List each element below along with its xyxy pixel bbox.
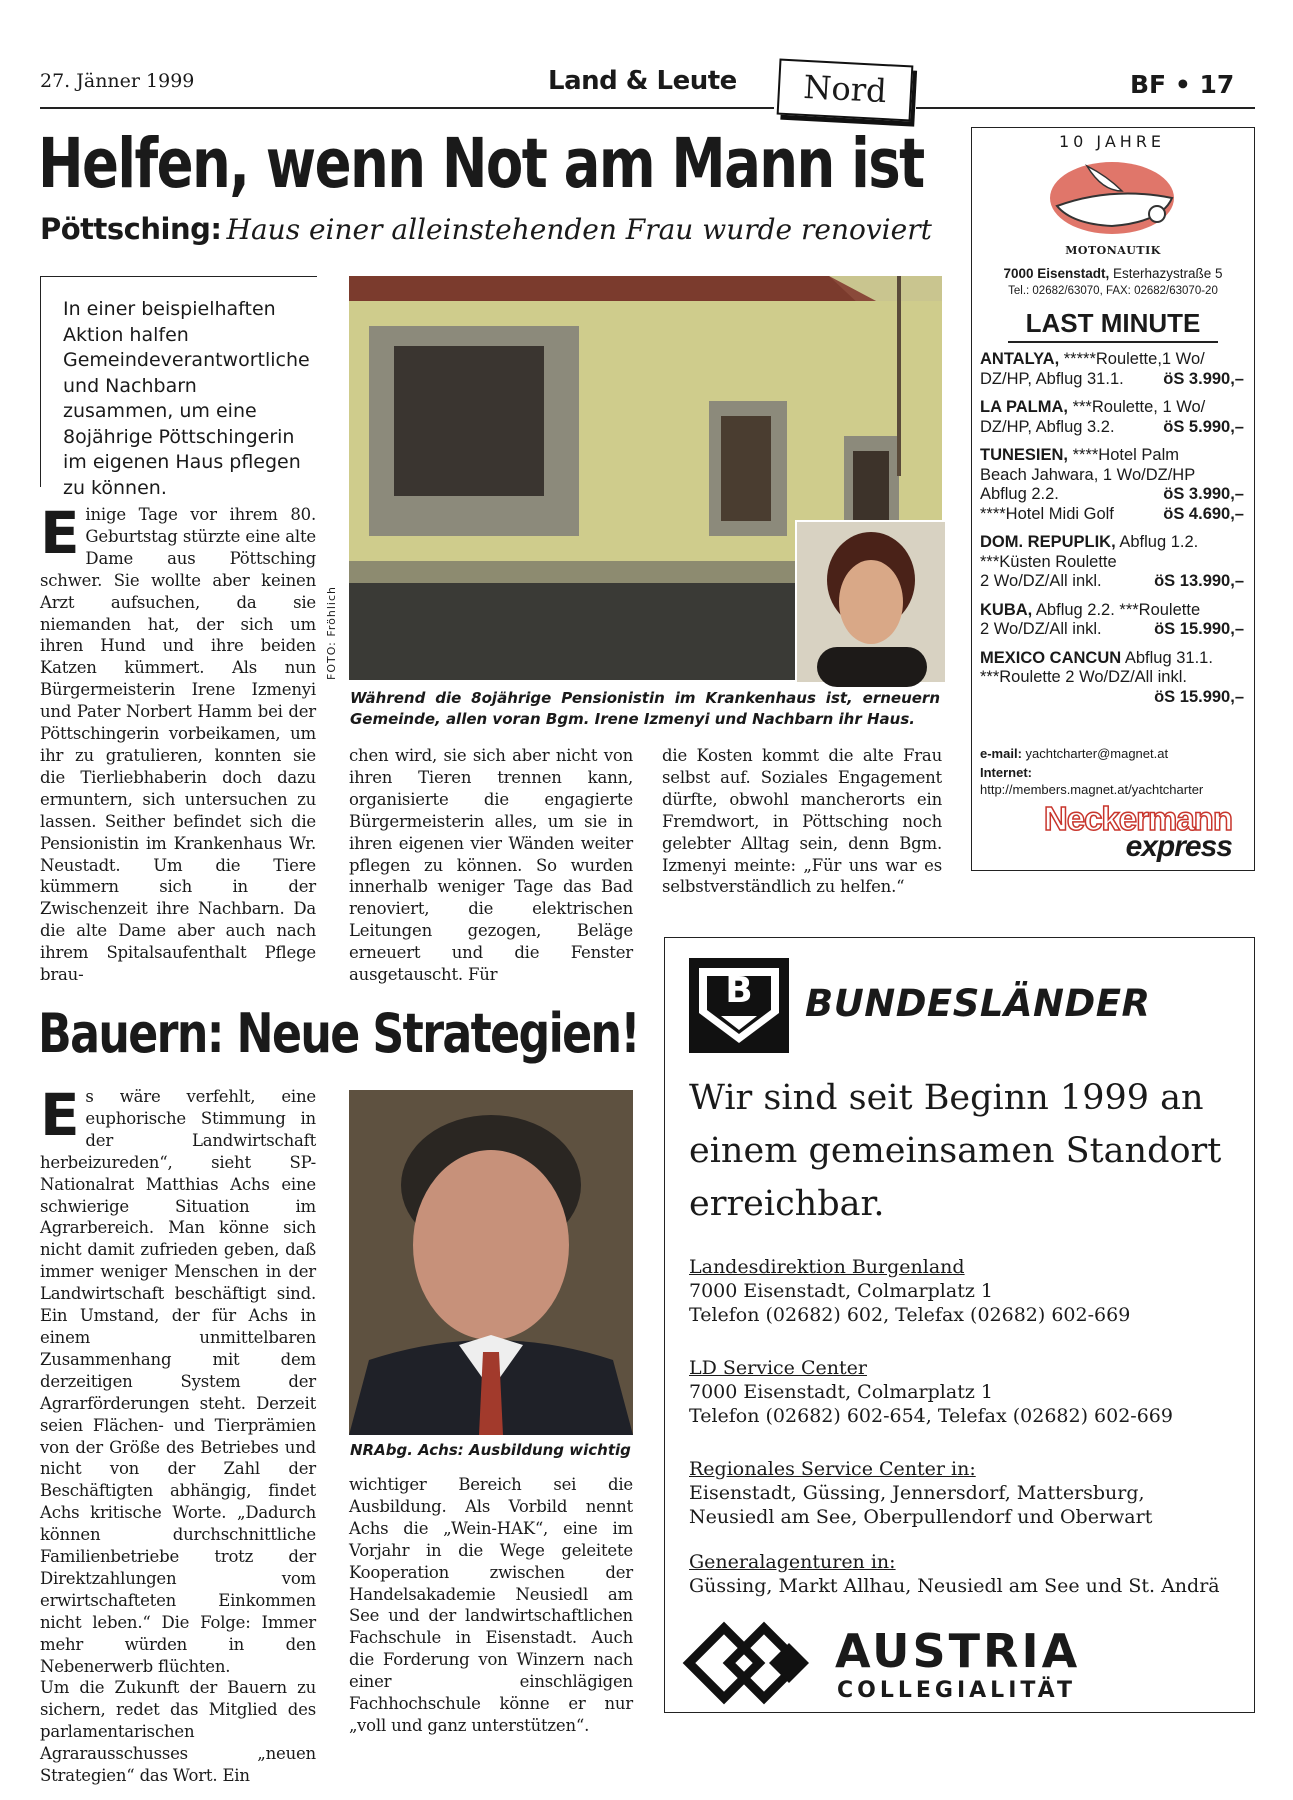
offer-lapalma-details: DZ/HP, Abflug 3.2. — [980, 417, 1115, 436]
offer-mexico-hotel: ***Roulette 2 Wo/DZ/All inkl. — [980, 668, 1187, 686]
offer-domrep-hotel: ***Küsten Roulette — [980, 552, 1117, 571]
offer-antalya-hotel: *****Roulette,1 Wo/ — [1059, 350, 1205, 368]
offer-tunesien-line2: Beach Jahwara, 1 Wo/DZ/HP — [980, 465, 1196, 484]
travel-ad[interactable] — [971, 127, 1255, 871]
mayor-portrait — [795, 520, 947, 684]
offer-domrep-dest: DOM. REPUPLIK, — [980, 533, 1116, 551]
bundeslaender-brand: BUNDESLÄNDER — [805, 982, 1151, 1025]
block4-head: Generalagenturen in: — [689, 1551, 896, 1573]
travel-internet-label: Internet: — [980, 765, 1032, 780]
last-minute-list — [980, 350, 1244, 716]
page-date: 27. Jänner 1999 — [40, 70, 195, 92]
offer-kuba-details: 2 Wo/DZ/All inkl. — [980, 620, 1102, 638]
travel-email-value: yachtcharter@magnet.at — [1025, 746, 1169, 761]
travel-address — [972, 266, 1254, 281]
article2-dropcap: E — [40, 1081, 80, 1149]
page-number: BF • 17 — [1130, 70, 1235, 99]
mayor-portrait-image — [797, 522, 945, 682]
header-rule-right — [916, 107, 1255, 109]
article1-subhead — [40, 212, 932, 246]
offer-domrep-details: 2 Wo/DZ/All inkl. — [980, 572, 1102, 590]
offer-kuba-flight: Abflug 2.2. ***Roulette — [1032, 600, 1201, 619]
article1-col1-text: inige Tage vor ihrem 80. Geburtstag stürzte eine alte Dame aus Pöttsching schwer. Sie wollte aber keinen Arzt aufsuchen, da sie niemanden hat, der sich um ihren Hund und ihre beiden Katzen kümmert. Als nun Bürgermeisterin Irene Izmenyi und Pater Norbert Hamm bei der Pöttschingerin vorbeikamen, um ihr zu gratulieren, konnten sie die Tierliebhaberin doch dazu ermuntern, sich untersuchen zu lassen. Seither befindet sich die Pensionistin im Krankenhaus Wr. Neustadt. Um die Tiere kümmern sich in der Zwischenzeit ihre Nachbarn. Da die alte Dame aber auch nach ihrem Spitalsaufenthalt Pflege brau- — [40, 505, 316, 985]
block3-line2: Neusiedl am See, Oberpullendorf und Oberwart — [689, 1506, 1153, 1528]
region-tab — [777, 59, 914, 122]
last-minute-title: LAST MINUTE — [1025, 308, 1201, 338]
article1-column-1 — [40, 499, 316, 985]
bundeslaender-slogan: Wir sind seit Beginn 1999 an einem gemeinsamen Standort erreichbar. — [689, 1078, 1222, 1224]
article1-subhead-place: Pöttsching: — [40, 212, 222, 246]
bundeslaender-ad[interactable] — [664, 937, 1255, 1713]
block2-line1: 7000 Eisenstadt, Colmarplatz 1 — [689, 1381, 993, 1403]
article1-subhead-text: Haus einer alleinstehenden Frau wurde renoviert — [226, 213, 932, 246]
article2-col1-text: s wäre verfehlt, eine euphorische Stimmung in der Landwirtschaft herbeizureden“, sieht SP-Nationalrat Matthias Achs eine schwierige Situation im Agrarbereich. Man könne sich nicht damit zufrieden geben, daß immer weniger Menschen in der Landwirtschaft beschäftigt sind. Ein Umstand, der für Achs in einem unmittelbaren Zusammenhang mit dem derzeitigen System der Agrarförderungen steht. Derzeit seien Flächen- und Tierprämien von der Größe des Betriebes und nicht von der Zahl der Beschäftigten abhängig, findet Achs kritische Worte. „Dadurch können durchschnittliche Familienbetriebe trotz der Direktzahlungen vom erwirtschafteten Einkommen nicht leben.“ Die Folge: Immer mehr würden in den Nebenerwerb flüchten. — [40, 1087, 316, 1676]
achs-portrait — [349, 1090, 633, 1435]
offer-tunesien-price1: öS 3.990,– — [1163, 485, 1244, 503]
neckermann-logo: Neckermann — [1043, 800, 1232, 837]
bundeslaender-logo-letter: B — [725, 970, 753, 1011]
article1-teaser: In einer beispielhaften Aktion halfen Gemeindeverantwortliche und Nachbarn zusammen, um eine 8ojährige Pöttschingerin im eigenen Haus pflegen zu können. — [63, 298, 310, 499]
offer-lapalma-dest: LA PALMA, — [980, 398, 1068, 416]
austria-logo-mark — [689, 1628, 829, 1698]
article1-teaser-box — [40, 276, 317, 499]
offer-antalya-details: DZ/HP, Abflug 31.1. — [980, 369, 1124, 388]
block3-line1: Eisenstadt, Güssing, Jennersdorf, Mattersburg, — [689, 1482, 1145, 1504]
offer-lapalma-hotel: ***Roulette, 1 Wo/ — [1068, 398, 1206, 416]
offer-mexico[interactable] — [980, 649, 1244, 708]
austria-logo — [689, 1628, 829, 1698]
offer-domrep-price: öS 13.990,– — [1154, 572, 1244, 590]
section-title: Land & Leute — [548, 66, 737, 96]
article1-dropcap: E — [40, 499, 80, 567]
offer-domrep-flight: Abflug 1.2. — [1115, 533, 1199, 551]
bundeslaender-logo — [689, 958, 789, 1053]
offer-antalya-dest: ANTALYA, — [980, 350, 1060, 368]
offer-tunesien-flight: Abflug 2.2. — [980, 485, 1059, 503]
block2-line2: Telefon (02682) 602-654, Telefax (02682) 602-669 — [689, 1405, 1173, 1427]
offer-antalya-price: öS 3.990,– — [1163, 369, 1244, 388]
offer-tunesien-dest: TUNESIEN, — [980, 446, 1069, 464]
travel-email-label: e-mail: — [980, 746, 1022, 761]
motonautik-logo-graphic — [1032, 136, 1192, 246]
austria-collegialitaet: COLLEGIALITÄT — [837, 1678, 1077, 1703]
neckermann-express: express — [1125, 830, 1232, 863]
motonautik-name: MOTONAUTIK — [1065, 244, 1161, 257]
block4-line1: Güssing, Markt Allhau, Neusiedl am See und St. Andrä — [689, 1575, 1220, 1597]
offer-tunesien-hotel: ****Hotel Palm — [1068, 446, 1179, 464]
offer-kuba-price: öS 15.990,– — [1154, 620, 1244, 638]
block1-head: Landesdirektion Burgenland — [689, 1256, 965, 1278]
bundeslaender-block-4 — [689, 1550, 1220, 1598]
article1-column-2: chen wird, sie sich aber nicht von ihren Tieren trennen kann, organisierte die engagierte Bürgermeisterin alles, um sie in ihren eigenen vier Wänden weiter pflegen zu können. So wurden innerhalb weniger Tage das Bad renoviert, die elektrischen Leitungen gezogen, Beläge erneuert und die Fenster ausgetauscht. Für — [349, 746, 633, 985]
offer-tunesien-price2: öS 4.690,– — [1163, 504, 1244, 523]
travel-address-street: Esterhazystraße 5 — [1113, 266, 1223, 281]
motonautik-arc-text: 10 JAHRE — [1058, 132, 1166, 151]
article2-column-2: wichtiger Bereich sei die Ausbildung. Als Vorbild nennt Achs die „Wein-HAK“, eine im Vorjahr in die Wege geleitete Kooperation zwischen der Handelsakademie Neusiedl am See und der landwirtschaftlichen Fachschule in Eisenstadt. Auch die Forderung von Winzern nach einer einschlägigen Fachhochschule könne er nur „voll und ganz unterstützen“. — [349, 1475, 633, 1735]
article2-column-1 — [40, 1081, 316, 1786]
last-minute-rule — [1008, 341, 1218, 343]
offer-mexico-price: öS 15.990,– — [1154, 687, 1244, 706]
article1-headline: Helfen, wenn Not am Mann ist — [38, 124, 924, 204]
bundeslaender-block-2 — [689, 1356, 1173, 1428]
block2-head: LD Service Center — [689, 1357, 867, 1379]
article1-caption: Während die 8ojährige Pensionistin im Krankenhaus ist, erneuern Gemeinde, allen voran Bgm. Irene Izmenyi und Nachbarn ihr Haus. — [350, 689, 940, 728]
block1-line1: 7000 Eisenstadt, Colmarplatz 1 — [689, 1280, 993, 1302]
bundeslaender-block-3 — [689, 1457, 1152, 1529]
offer-kuba-dest: KUBA, — [980, 600, 1033, 619]
offer-domrep[interactable] — [980, 533, 1244, 592]
photo-credit: FOTO: Fröhlich — [325, 585, 338, 680]
offer-lapalma-price: öS 5.990,– — [1163, 417, 1244, 436]
block3-head: Regionales Service Center in: — [689, 1458, 976, 1480]
block1-line2: Telefon (02682) 602, Telefax (02682) 602-669 — [689, 1304, 1131, 1326]
article2-col1b-text: Um die Zukunft der Bauern zu sichern, redet das Mitglied des parlamentarischen Agrarausschusses „neuen Strategien“ das Wort. Ein — [40, 1678, 316, 1786]
region-tab-label: Nord — [802, 67, 888, 111]
offer-tunesien[interactable] — [980, 446, 1244, 524]
offer-kuba[interactable] — [980, 601, 1244, 640]
travel-address-city: 7000 Eisenstadt, — [1003, 266, 1110, 281]
travel-email[interactable] — [980, 746, 1168, 761]
article1-column-3: die Kosten kommt die alte Frau selbst auf. Soziales Engagement dürfte, obwohl mancherorts ein Fremdwort, in Pöttsching noch gelebter Alltag sein, denn Bgm. Izmenyi meinte: „Für uns war es selbstverständlich zu helfen.“ — [662, 746, 942, 897]
motonautik-logo — [1032, 136, 1192, 246]
offer-mexico-dest: MEXICO CANCUN — [980, 648, 1122, 667]
austria-brand: AUSTRIA — [835, 1624, 1081, 1678]
travel-phone: Tel.: 02682/63070, FAX: 02682/63070-20 — [1008, 285, 1218, 297]
article2-headline: Bauern: Neue Strategien! — [38, 1002, 639, 1065]
offer-lapalma[interactable] — [980, 398, 1244, 437]
article2-caption: NRAbg. Achs: Ausbildung wichtig — [350, 1441, 631, 1459]
offer-mexico-flight: Abflug 31.1. — [1121, 648, 1213, 667]
offer-tunesien-hotel2: ****Hotel Midi Golf — [980, 504, 1114, 523]
offer-antalya[interactable] — [980, 350, 1244, 389]
travel-internet-url[interactable]: http://members.magnet.at/yachtcharter — [980, 782, 1204, 797]
header-rule — [40, 107, 774, 109]
bundeslaender-block-1 — [689, 1255, 1130, 1327]
achs-portrait-image — [349, 1090, 633, 1435]
